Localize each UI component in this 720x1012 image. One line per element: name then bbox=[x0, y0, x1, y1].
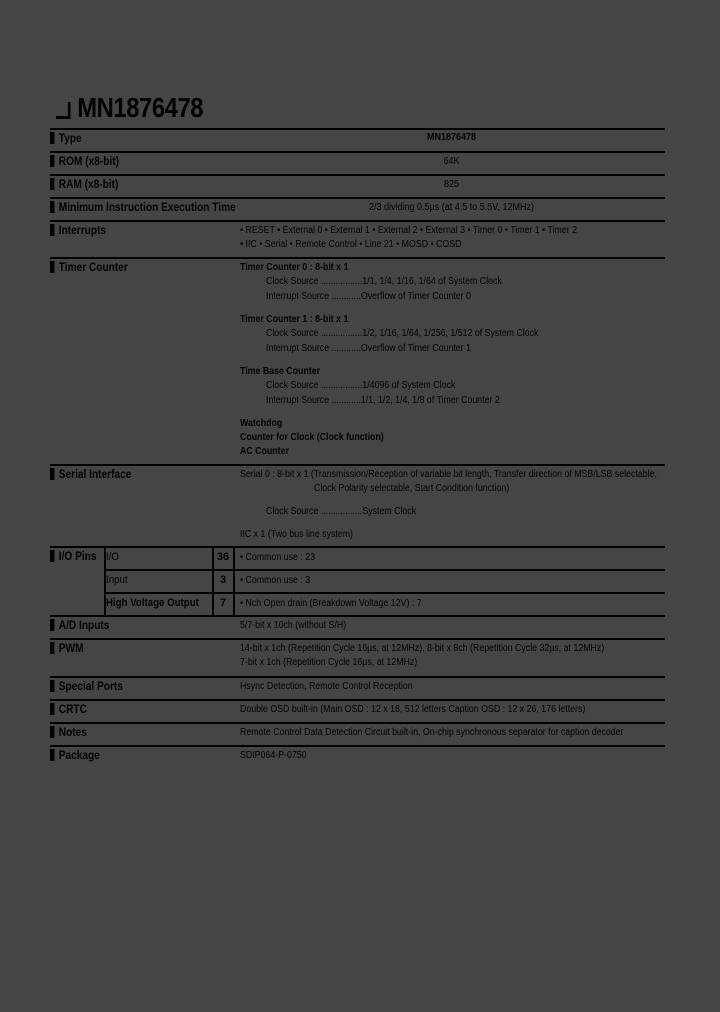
corner-mark-icon bbox=[56, 102, 70, 119]
label-min-exec: Minimum Instruction Execution Time bbox=[50, 201, 236, 214]
divider bbox=[233, 546, 235, 615]
tc0: Timer Counter 0 : 8-bit x 1 bbox=[240, 262, 349, 273]
tb: Time Base Counter bbox=[240, 366, 321, 377]
value-special: Hsync Detection, Remote Control Reception bbox=[240, 681, 413, 692]
divider bbox=[50, 699, 665, 701]
label-ad: A/D Inputs bbox=[50, 619, 109, 632]
divider bbox=[50, 638, 665, 640]
io-name: I/O bbox=[106, 551, 119, 563]
value-min-exec: 2/3 dividing 0.5µs (at 4.5 to 5.5V, 12MHz) bbox=[369, 202, 534, 213]
input-name: Input bbox=[106, 574, 128, 586]
serial-line4: IIC x 1 (Two bus line system) bbox=[240, 529, 353, 540]
value-crtc: Double OSD built-in (Main OSD : 12 x 18, 512 letters Caption OSD : 12 x 26, 176 letters) bbox=[240, 704, 586, 715]
serial-line3: Clock Source .................System Clock bbox=[266, 506, 417, 517]
value-rom: 64K bbox=[443, 156, 460, 167]
interrupts-line2: • IIC • Serial • Remote Control • Line 21 • MOSD • COSD bbox=[240, 239, 462, 250]
value-package: SDIP064-P-0750 bbox=[240, 750, 307, 761]
label-ram: RAM (x8-bit) bbox=[50, 178, 118, 191]
value-ram: 825 bbox=[443, 179, 460, 190]
divider bbox=[50, 745, 665, 747]
watchdog: Watchdog bbox=[240, 418, 283, 429]
divider bbox=[50, 546, 665, 548]
tc1-int: Interrupt Source ............Overflow of Timer Counter 1 bbox=[266, 343, 471, 354]
value-notes: Remote Control Data Detection Circuit built-in, On-chip synchronous separator for caption decoder bbox=[240, 727, 624, 738]
hv-output-name: High Voltage Output bbox=[106, 597, 199, 609]
tc1: Timer Counter 1 : 8-bit x 1 bbox=[240, 314, 349, 325]
value-type: MN1876478 bbox=[426, 132, 477, 143]
label-type: Type bbox=[50, 132, 82, 145]
divider bbox=[50, 128, 665, 130]
tb-clock: Clock Source .................1/4096 of System Clock bbox=[266, 380, 456, 391]
divider bbox=[104, 592, 665, 594]
label-io: I/O Pins bbox=[50, 550, 96, 563]
hv-output-desc: • Nch Open drain (Breakdown Voltage 12V) : 7 bbox=[240, 598, 422, 609]
io-count: 36 bbox=[216, 551, 230, 563]
pwm-line2: 7-bit x 1ch (Repetition Cycle 16µs, at 12MHz) bbox=[240, 657, 418, 668]
input-desc: • Common use : 3 bbox=[240, 575, 311, 586]
divider bbox=[104, 569, 665, 571]
ac-counter: AC Counter bbox=[240, 446, 289, 457]
divider bbox=[50, 464, 665, 466]
serial-line2: Clock Polarity selectable, Start Condition function) bbox=[314, 483, 510, 494]
tc1-clock: Clock Source .................1/2, 1/16, 1/64, 1/256, 1/512 of System Clock bbox=[266, 328, 539, 339]
serial-line1: Serial 0 : 8-bit x 1 (Transmission/Reception of variable bit length, Transfer direction of MSB/LSB selectable, bbox=[240, 469, 657, 480]
divider bbox=[50, 722, 665, 724]
label-crtc: CRTC bbox=[50, 703, 87, 716]
interrupts-line1: • RESET • External 0 • External 1 • External 2 • External 3 • Timer 0 • Timer 1 • Timer 2 bbox=[240, 225, 578, 236]
divider bbox=[50, 174, 665, 176]
value-ad: 5/7-bit x 10ch (without S/H) bbox=[240, 620, 347, 631]
label-rom: ROM (x8-bit) bbox=[50, 155, 119, 168]
label-timer: Timer Counter bbox=[50, 261, 128, 274]
page-title bbox=[56, 92, 203, 124]
divider bbox=[50, 676, 665, 678]
io-desc: • Common use : 23 bbox=[240, 552, 315, 563]
clock-counter: Counter for Clock (Clock function) bbox=[240, 432, 384, 443]
label-serial: Serial Interface bbox=[50, 468, 131, 481]
label-pwm: PWM bbox=[50, 642, 84, 655]
divider bbox=[50, 151, 665, 153]
pwm-line1: 14-bit x 1ch (Repetition Cycle 16µs, at 12MHz), 8-bit x 8ch (Repetition Cycle 32µs, at 12MHz) bbox=[240, 643, 605, 654]
label-interrupts: Interrupts bbox=[50, 224, 106, 237]
tc0-int: Interrupt Source ............Overflow of Timer Counter 0 bbox=[266, 291, 471, 302]
divider bbox=[50, 197, 665, 199]
divider bbox=[50, 257, 665, 259]
hv-output-count: 7 bbox=[219, 597, 227, 609]
label-package: Package bbox=[50, 749, 100, 762]
input-count: 3 bbox=[219, 574, 227, 586]
tb-int: Interrupt Source ............1/1, 1/2, 1/4, 1/8 of Timer Counter 2 bbox=[266, 395, 500, 406]
title-text: MN1876478 bbox=[77, 92, 204, 123]
divider bbox=[50, 220, 665, 222]
label-notes: Notes bbox=[50, 726, 87, 739]
divider bbox=[50, 615, 665, 617]
tc0-clock: Clock Source .................1/1, 1/4, 1/16, 1/64 of System Clock bbox=[266, 276, 502, 287]
label-special: Special Ports bbox=[50, 680, 123, 693]
